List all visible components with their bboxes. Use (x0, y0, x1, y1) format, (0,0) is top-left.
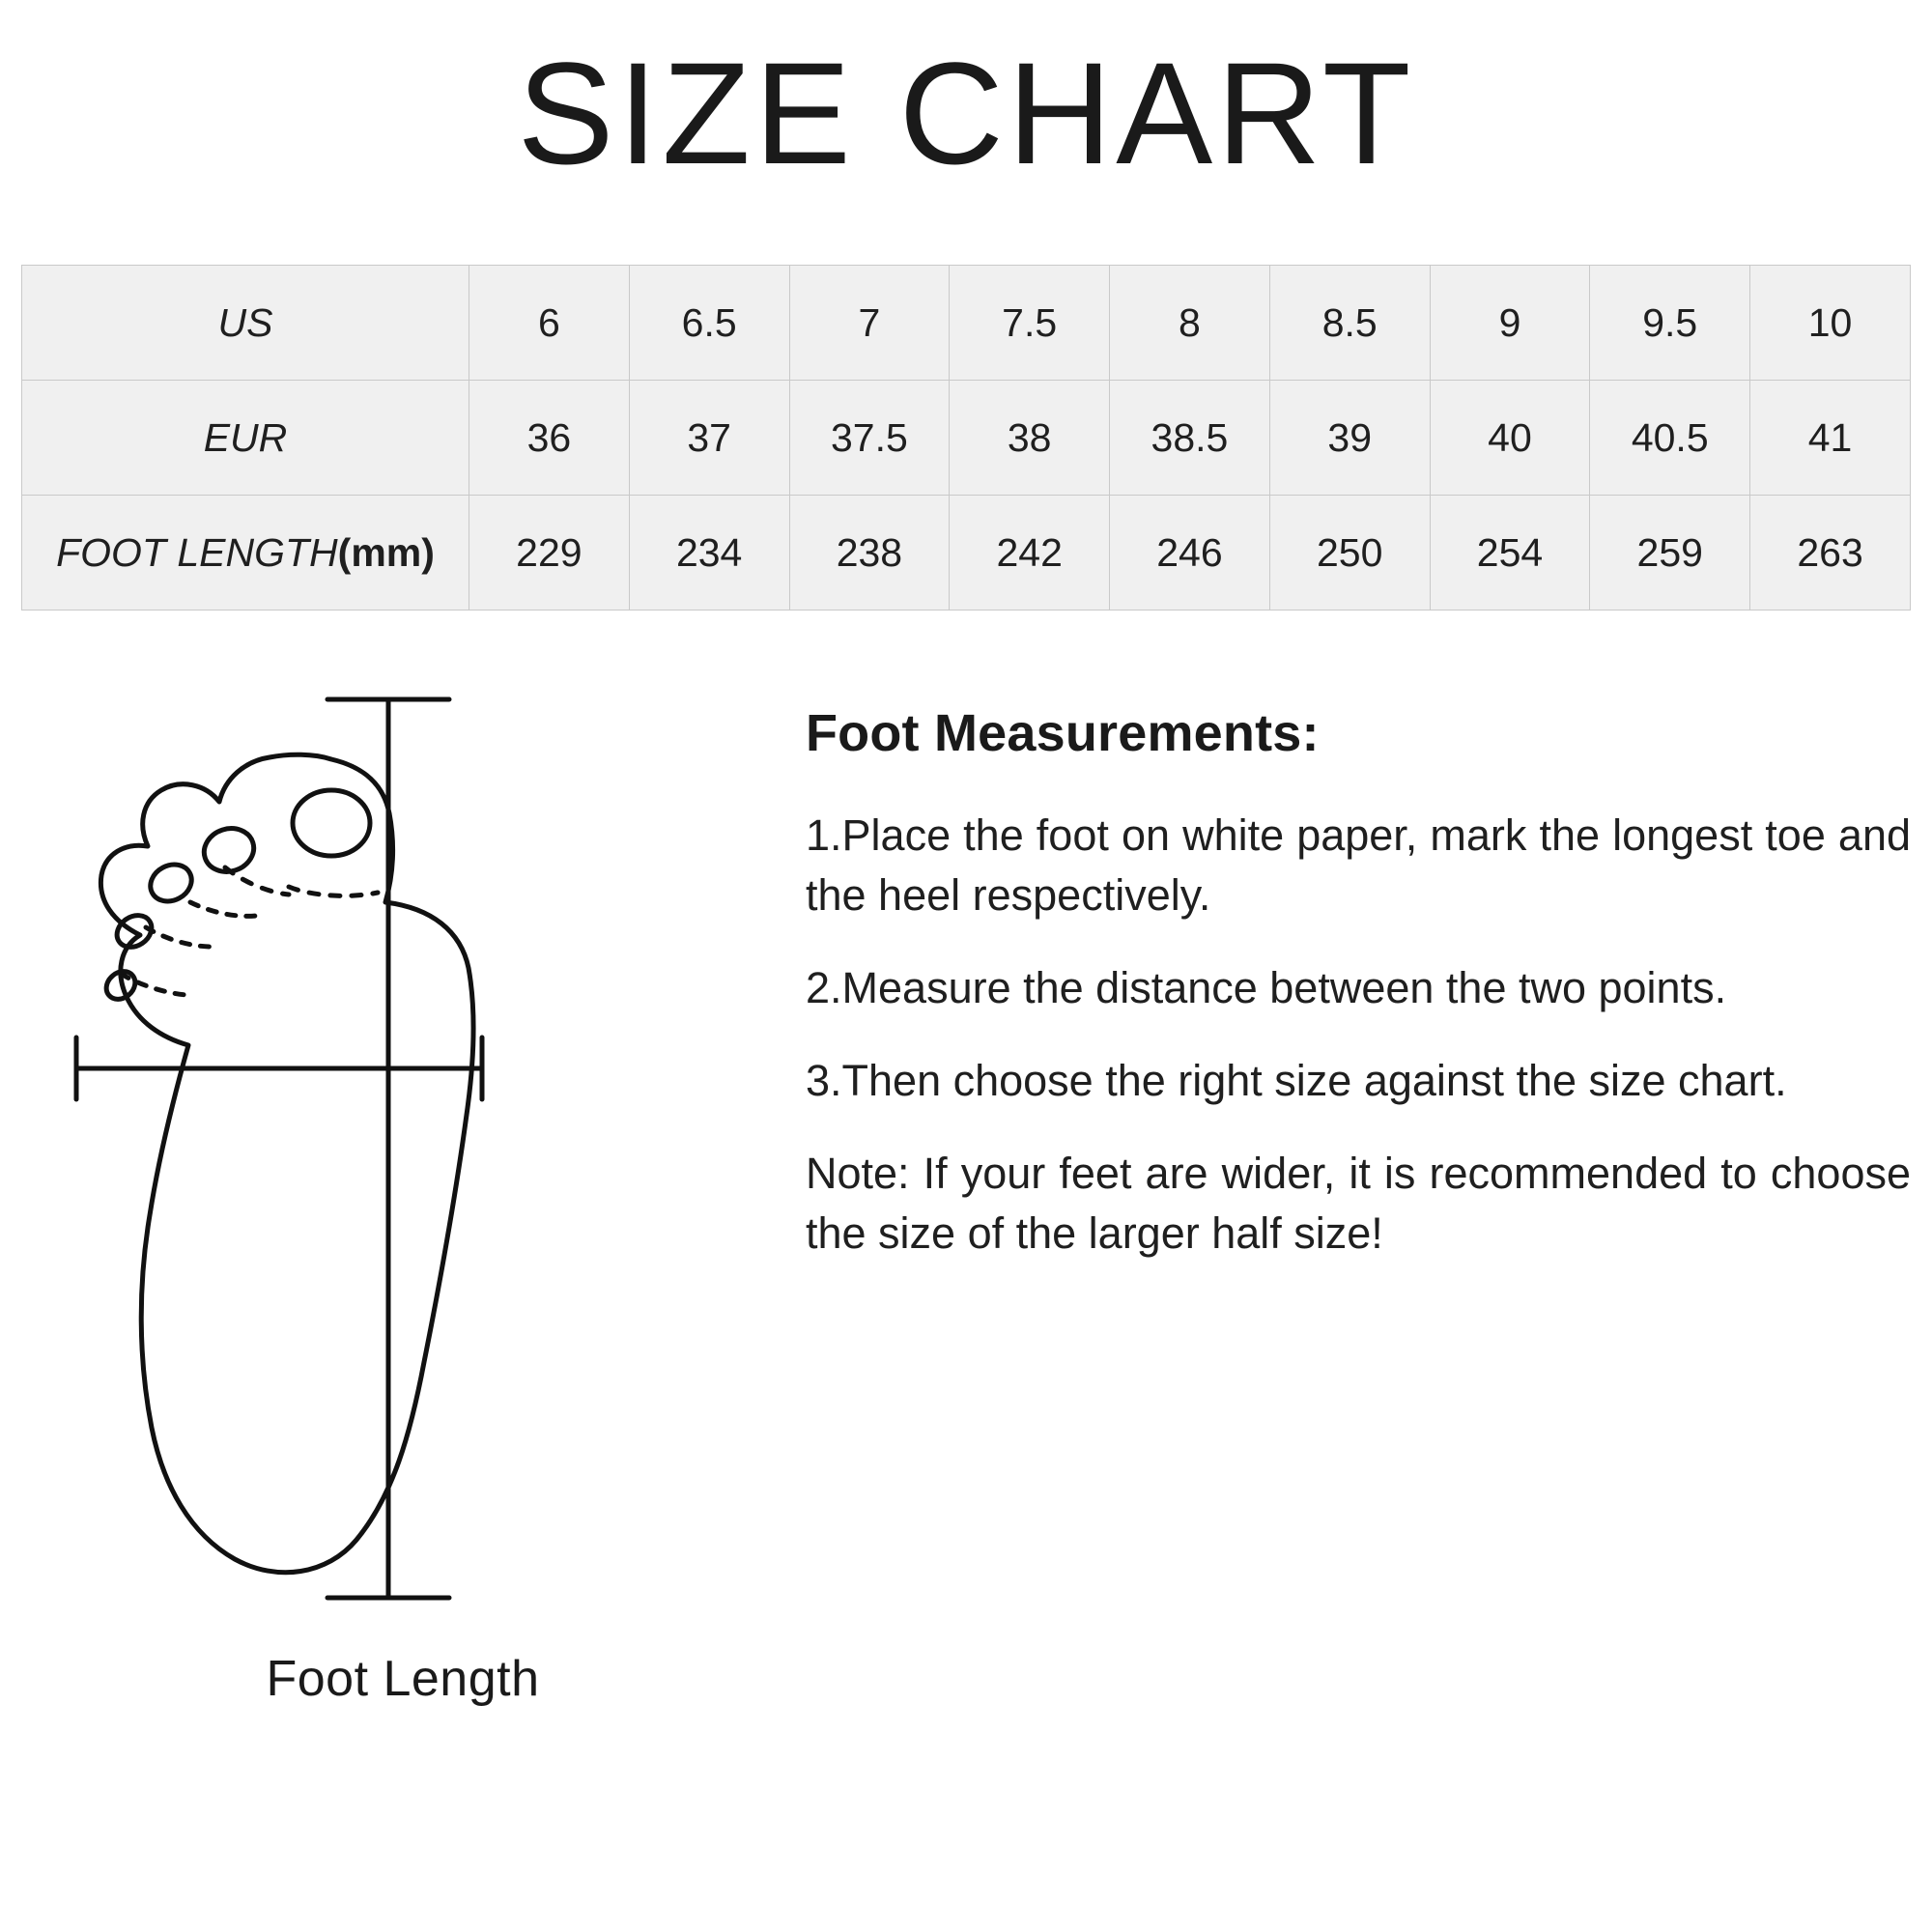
foot-outline-icon (45, 678, 760, 1644)
cell-us-5: 8.5 (1269, 266, 1430, 381)
measurement-step-3: 3.Then choose the right size against the size chart. (806, 1056, 1787, 1106)
cell-eur-3: 38 (950, 381, 1110, 496)
cell-eur-0: 36 (469, 381, 630, 496)
cell-eur-4: 38.5 (1110, 381, 1270, 496)
row-header-label: FOOT LENGTH (56, 529, 338, 575)
cell-foot-3: 242 (950, 496, 1110, 611)
cell-us-3: 7.5 (950, 266, 1110, 381)
measurements-heading: Foot Measurements: (806, 704, 1320, 762)
cell-eur-5: 39 (1269, 381, 1430, 496)
table-row (22, 266, 1911, 381)
cell-us-2: 7 (789, 266, 950, 381)
cell-eur-7: 40.5 (1590, 381, 1750, 496)
cell-foot-8: 263 (1750, 496, 1911, 611)
lower-section (21, 678, 1911, 1708)
measurement-note: Note: If your feet are wider, it is recommended to choose the size of the larger half size! (806, 1149, 1911, 1259)
cell-us-1: 6.5 (629, 266, 789, 381)
cell-eur-8: 41 (1750, 381, 1911, 496)
cell-eur-1: 37 (629, 381, 789, 496)
cell-foot-2: 238 (789, 496, 950, 611)
foot-measurements-panel (784, 678, 1911, 1708)
row-header-eur (22, 381, 469, 496)
measurement-step-2: 2.Measure the distance between the two points. (806, 963, 1727, 1013)
cell-us-8: 10 (1750, 266, 1911, 381)
row-header-unit: (mm) (337, 529, 435, 575)
cell-foot-7: 259 (1590, 496, 1750, 611)
page-title: SIZE CHART (517, 32, 1415, 194)
measurement-step-1: 1.Place the foot on white paper, mark the longest toe and the heel respectively. (806, 810, 1911, 921)
table-row (22, 381, 1911, 496)
cell-foot-1: 234 (629, 496, 789, 611)
foot-length-caption: Foot Length (266, 1651, 540, 1707)
table-row (22, 496, 1911, 611)
cell-foot-5: 250 (1269, 496, 1430, 611)
cell-foot-0: 229 (469, 496, 630, 611)
foot-diagram (21, 678, 784, 1708)
row-header-us (22, 266, 469, 381)
cell-us-6: 9 (1430, 266, 1590, 381)
cell-foot-6: 254 (1430, 496, 1590, 611)
row-header-foot-length (22, 496, 469, 611)
row-header-label: US (217, 299, 273, 345)
cell-eur-2: 37.5 (789, 381, 950, 496)
row-header-label: EUR (203, 414, 288, 460)
cell-us-0: 6 (469, 266, 630, 381)
cell-us-4: 8 (1110, 266, 1270, 381)
cell-foot-4: 246 (1110, 496, 1270, 611)
size-chart-table (21, 265, 1911, 611)
cell-us-7: 9.5 (1590, 266, 1750, 381)
cell-eur-6: 40 (1430, 381, 1590, 496)
